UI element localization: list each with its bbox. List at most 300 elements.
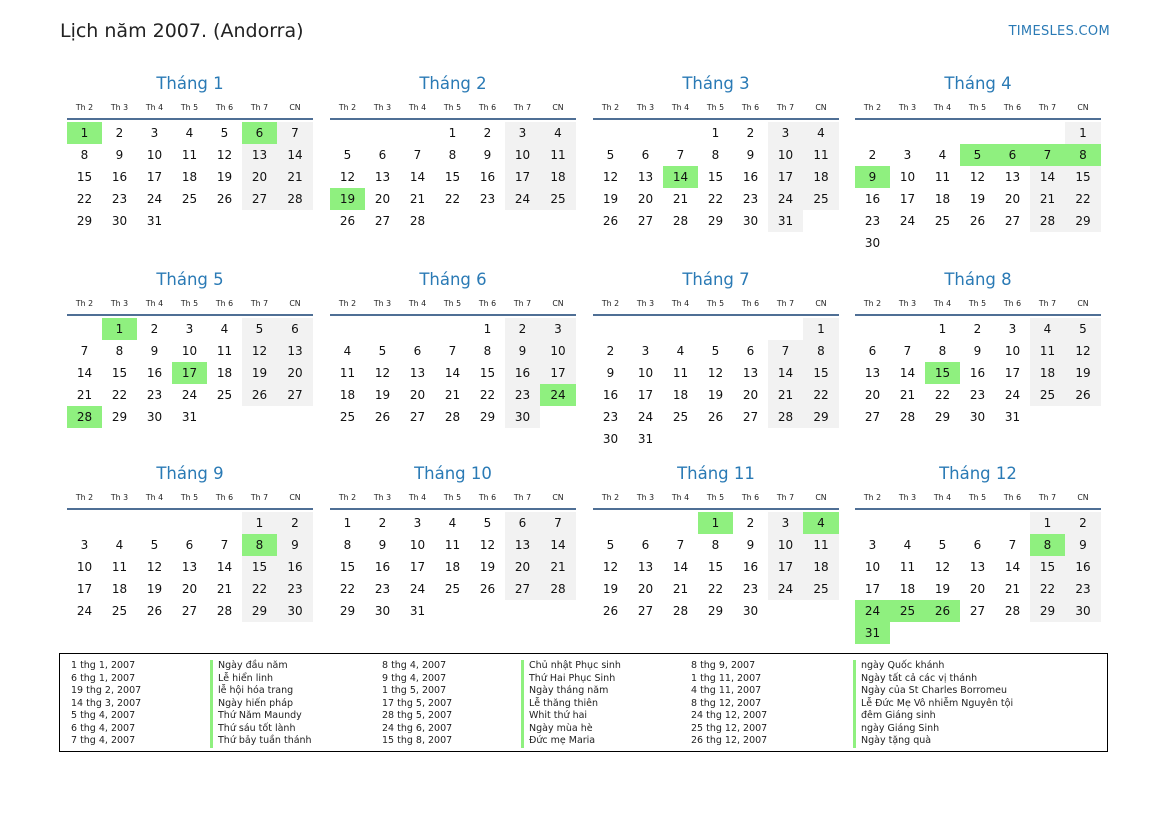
weekday-label: Th 4 <box>933 103 952 112</box>
day-cell: 18 <box>803 166 839 188</box>
day-cell: 29 <box>707 214 724 228</box>
empty-cell <box>365 318 400 340</box>
holiday-day-cell: 5 <box>960 144 995 166</box>
site-link[interactable]: TIMESLES.COM <box>1008 24 1110 39</box>
weekday-label: Th 5 <box>443 493 462 502</box>
holiday-day-cell: 8 <box>242 534 277 556</box>
day-cell: 25 <box>339 410 356 424</box>
day-cell: 16 <box>146 366 163 380</box>
day-cell: 13 <box>242 144 277 166</box>
day-cell: 22 <box>1030 578 1065 600</box>
day-cell: 9 <box>746 148 755 162</box>
day-cell: 7 <box>80 344 89 358</box>
empty-cell <box>67 512 102 534</box>
day-cell: 17 <box>1004 366 1021 380</box>
holiday-legend <box>59 653 1108 752</box>
day-cell: 18 <box>899 582 916 596</box>
day-cell: 29 <box>803 406 839 428</box>
day-cell: 19 <box>146 582 163 596</box>
day-cell: 14 <box>1004 560 1021 574</box>
day-cell: 23 <box>505 384 540 406</box>
day-cell: 14 <box>1030 166 1065 188</box>
legend-date-column <box>691 660 831 748</box>
weekday-label: Th 7 <box>513 299 532 308</box>
weekday-label: CN <box>289 299 301 308</box>
day-cell: 28 <box>444 410 461 424</box>
weekday-label: Th 2 <box>75 103 94 112</box>
weekday-label: Th 5 <box>706 103 725 112</box>
month-title: Tháng 10 <box>414 464 492 483</box>
day-cell: 28 <box>540 578 576 600</box>
day-cell: 4 <box>115 538 124 552</box>
day-cell: 6 <box>505 512 540 534</box>
weekday-label: Th 6 <box>1003 299 1022 308</box>
holiday-name: ngày Giáng Sinh <box>853 723 1013 736</box>
holiday-name: Ngày của St Charles Borromeu <box>853 685 1013 698</box>
holiday-day-cell: 26 <box>925 600 960 622</box>
day-cell: 7 <box>277 122 313 144</box>
day-cell: 30 <box>505 406 540 428</box>
day-cell: 6 <box>641 538 650 552</box>
day-grid <box>593 318 839 450</box>
day-cell: 2 <box>746 516 755 530</box>
day-cell: 16 <box>864 192 881 206</box>
day-cell: 5 <box>711 344 720 358</box>
holiday-name: Ngày đầu năm <box>210 660 312 673</box>
day-cell: 8 <box>343 538 352 552</box>
weekday-label: CN <box>1077 493 1089 502</box>
day-cell: 27 <box>181 604 198 618</box>
weekday-label: Th 5 <box>968 103 987 112</box>
day-cell: 21 <box>1030 188 1065 210</box>
weekday-label: Th 3 <box>636 103 655 112</box>
weekday-label: Th 6 <box>215 103 234 112</box>
day-cell: 3 <box>868 538 877 552</box>
day-cell: 22 <box>707 192 724 206</box>
weekday-label: Th 5 <box>968 493 987 502</box>
day-cell: 29 <box>707 604 724 618</box>
day-cell: 8 <box>711 538 720 552</box>
day-cell: 14 <box>444 366 461 380</box>
day-cell: 6 <box>378 148 387 162</box>
day-cell: 26 <box>602 604 619 618</box>
day-cell: 25 <box>444 582 461 596</box>
day-cell: 29 <box>339 604 356 618</box>
weekday-label: Th 6 <box>1003 103 1022 112</box>
day-cell: 13 <box>181 560 198 574</box>
weekday-header <box>330 294 576 316</box>
weekday-label: Th 6 <box>215 299 234 308</box>
month-block <box>593 72 839 232</box>
day-cell: 15 <box>803 362 839 384</box>
day-cell: 23 <box>1065 578 1101 600</box>
day-cell: 13 <box>1004 170 1021 184</box>
day-cell: 17 <box>864 582 881 596</box>
holiday-day-cell: 6 <box>242 122 277 144</box>
weekday-label: CN <box>289 103 301 112</box>
day-cell: 18 <box>444 560 461 574</box>
weekday-label: Th 2 <box>863 299 882 308</box>
holiday-name: Lễ hiển linh <box>210 673 312 686</box>
day-cell: 21 <box>409 192 426 206</box>
holiday-day-cell: 24 <box>855 600 890 622</box>
day-cell: 2 <box>973 322 982 336</box>
day-cell: 31 <box>1004 410 1021 424</box>
day-cell: 28 <box>1030 210 1065 232</box>
weekday-label: Th 4 <box>408 493 427 502</box>
weekday-label: Th 3 <box>373 299 392 308</box>
day-cell: 30 <box>277 600 313 622</box>
year-calendar-grid <box>67 72 1101 644</box>
holiday-name: Đức mẹ Maria <box>521 735 621 748</box>
day-cell: 18 <box>672 388 689 402</box>
day-cell: 18 <box>181 170 198 184</box>
month-block <box>855 72 1101 254</box>
day-cell: 16 <box>479 170 496 184</box>
day-cell: 19 <box>602 582 619 596</box>
day-cell: 1 <box>803 318 839 340</box>
day-cell: 27 <box>637 214 654 228</box>
day-grid <box>67 122 313 232</box>
empty-cell <box>925 122 960 144</box>
empty-cell <box>995 122 1030 144</box>
day-cell: 25 <box>181 192 198 206</box>
day-grid <box>593 512 839 622</box>
day-cell: 6 <box>973 538 982 552</box>
day-cell: 27 <box>742 410 759 424</box>
weekday-label: Th 6 <box>741 299 760 308</box>
day-cell: 28 <box>216 604 233 618</box>
day-cell: 22 <box>1065 188 1101 210</box>
weekday-label: Th 5 <box>180 493 199 502</box>
day-cell: 1 <box>448 126 457 140</box>
holiday-day-cell: 8 <box>1065 144 1101 166</box>
weekday-label: Th 7 <box>250 493 269 502</box>
day-cell: 7 <box>1008 538 1017 552</box>
day-cell: 30 <box>864 236 881 250</box>
empty-cell <box>995 512 1030 534</box>
day-cell: 20 <box>181 582 198 596</box>
weekday-header <box>67 294 313 316</box>
weekday-label: Th 3 <box>636 493 655 502</box>
day-cell: 21 <box>277 166 313 188</box>
weekday-label: Th 7 <box>250 103 269 112</box>
month-block <box>593 462 839 622</box>
holiday-date: 1 thg 5, 2007 <box>382 685 447 696</box>
day-cell: 26 <box>479 582 496 596</box>
day-cell: 24 <box>409 582 426 596</box>
day-cell: 22 <box>339 582 356 596</box>
day-cell: 9 <box>973 344 982 358</box>
day-cell: 29 <box>1065 210 1101 232</box>
day-cell: 15 <box>444 170 461 184</box>
month-block <box>593 268 839 450</box>
day-cell: 16 <box>969 366 986 380</box>
weekday-header <box>855 488 1101 510</box>
weekday-label: Th 7 <box>250 299 269 308</box>
day-cell: 16 <box>602 388 619 402</box>
day-cell: 11 <box>339 366 356 380</box>
day-cell: 26 <box>339 214 356 228</box>
day-grid <box>330 318 576 428</box>
day-cell: 17 <box>409 560 426 574</box>
day-cell: 4 <box>220 322 229 336</box>
day-cell: 2 <box>150 322 159 336</box>
holiday-day-cell: 24 <box>540 384 576 406</box>
day-cell: 17 <box>637 388 654 402</box>
day-cell: 28 <box>899 410 916 424</box>
day-cell: 10 <box>540 340 576 362</box>
holiday-day-cell: 9 <box>855 166 890 188</box>
day-cell: 8 <box>483 344 492 358</box>
empty-cell <box>102 512 137 534</box>
empty-cell <box>1030 122 1065 144</box>
holiday-name: Thứ Năm Maundy <box>210 710 312 723</box>
day-cell: 20 <box>864 388 881 402</box>
day-cell: 15 <box>339 560 356 574</box>
day-cell: 8 <box>711 148 720 162</box>
day-cell: 6 <box>746 344 755 358</box>
weekday-label: Th 6 <box>478 493 497 502</box>
day-cell: 8 <box>938 344 947 358</box>
day-cell: 1 <box>1030 512 1065 534</box>
empty-cell <box>768 318 803 340</box>
holiday-name: Whit thứ hai <box>521 710 621 723</box>
day-cell: 20 <box>637 582 654 596</box>
day-cell: 24 <box>1004 388 1021 402</box>
day-cell: 10 <box>768 534 803 556</box>
day-cell: 26 <box>146 604 163 618</box>
empty-cell <box>890 318 925 340</box>
weekday-label: Th 4 <box>145 493 164 502</box>
day-cell: 12 <box>146 560 163 574</box>
month-block <box>67 268 313 428</box>
day-cell: 27 <box>1004 214 1021 228</box>
weekday-header <box>330 98 576 120</box>
day-cell: 24 <box>899 214 916 228</box>
day-cell: 18 <box>803 556 839 578</box>
weekday-header <box>855 294 1101 316</box>
day-cell: 25 <box>934 214 951 228</box>
day-cell: 30 <box>1065 600 1101 622</box>
weekday-label: Th 4 <box>671 299 690 308</box>
empty-cell <box>890 512 925 534</box>
empty-cell <box>435 318 470 340</box>
day-cell: 29 <box>479 410 496 424</box>
day-cell: 31 <box>146 214 163 228</box>
day-cell: 9 <box>483 148 492 162</box>
day-cell: 13 <box>374 170 391 184</box>
empty-cell <box>890 122 925 144</box>
holiday-date: 14 thg 3, 2007 <box>71 697 142 709</box>
day-cell: 14 <box>409 170 426 184</box>
day-grid <box>855 318 1101 428</box>
legend-name-column <box>521 660 621 748</box>
day-cell: 30 <box>602 432 619 446</box>
day-grid <box>855 122 1101 254</box>
holiday-date: 26 thg 12, 2007 <box>691 735 768 746</box>
day-cell: 30 <box>969 410 986 424</box>
empty-cell <box>400 122 435 144</box>
holiday-name: Thứ sáu tốt lành <box>210 723 312 736</box>
day-cell: 13 <box>637 170 654 184</box>
day-cell: 12 <box>339 170 356 184</box>
weekday-label: CN <box>552 493 564 502</box>
day-cell: 27 <box>969 604 986 618</box>
day-cell: 25 <box>672 410 689 424</box>
day-cell: 1 <box>711 126 720 140</box>
holiday-date: 19 thg 2, 2007 <box>71 685 142 696</box>
day-cell: 10 <box>899 170 916 184</box>
holiday-name: Ngày tháng năm <box>521 685 621 698</box>
weekday-label: Th 7 <box>1038 103 1057 112</box>
day-cell: 7 <box>220 538 229 552</box>
month-block <box>855 268 1101 428</box>
day-cell: 11 <box>803 534 839 556</box>
day-cell: 5 <box>150 538 159 552</box>
empty-cell <box>593 512 628 534</box>
day-cell: 6 <box>641 148 650 162</box>
weekday-header <box>855 98 1101 120</box>
weekday-label: Th 5 <box>443 103 462 112</box>
empty-cell <box>855 512 890 534</box>
day-cell: 19 <box>216 170 233 184</box>
holiday-day-cell: 19 <box>330 188 365 210</box>
day-cell: 15 <box>479 366 496 380</box>
weekday-label: CN <box>815 299 827 308</box>
day-cell: 23 <box>374 582 391 596</box>
holiday-date: 5 thg 4, 2007 <box>71 710 136 721</box>
weekday-label: Th 3 <box>110 299 129 308</box>
weekday-label: Th 3 <box>373 493 392 502</box>
day-cell: 28 <box>1004 604 1021 618</box>
empty-cell <box>628 512 663 534</box>
weekday-label: Th 3 <box>898 103 917 112</box>
day-cell: 19 <box>479 560 496 574</box>
weekday-label: Th 6 <box>741 103 760 112</box>
day-cell: 21 <box>540 556 576 578</box>
day-cell: 27 <box>374 214 391 228</box>
day-cell: 4 <box>903 538 912 552</box>
month-block <box>330 462 576 622</box>
day-cell: 12 <box>242 340 277 362</box>
day-cell: 23 <box>742 582 759 596</box>
day-cell: 3 <box>505 122 540 144</box>
day-cell: 2 <box>115 126 124 140</box>
day-grid <box>67 318 313 428</box>
day-cell: 15 <box>1065 166 1101 188</box>
day-cell: 22 <box>76 192 93 206</box>
empty-cell <box>960 512 995 534</box>
holiday-date: 17 thg 5, 2007 <box>382 697 453 709</box>
day-cell: 12 <box>216 148 233 162</box>
day-grid <box>330 122 576 232</box>
day-cell: 23 <box>969 388 986 402</box>
holiday-day-cell: 1 <box>67 122 102 144</box>
day-cell: 19 <box>242 362 277 384</box>
legend-name-column <box>210 660 312 748</box>
day-cell: 15 <box>707 170 724 184</box>
day-cell: 9 <box>505 340 540 362</box>
day-cell: 9 <box>746 538 755 552</box>
weekday-label: CN <box>1077 103 1089 112</box>
day-cell: 2 <box>483 126 492 140</box>
day-cell: 23 <box>479 192 496 206</box>
day-cell: 19 <box>374 388 391 402</box>
empty-cell <box>663 122 698 144</box>
day-cell: 29 <box>76 214 93 228</box>
day-cell: 10 <box>181 344 198 358</box>
day-cell: 3 <box>150 126 159 140</box>
day-cell: 11 <box>899 560 916 574</box>
holiday-date: 8 thg 12, 2007 <box>691 697 762 709</box>
day-cell: 29 <box>934 410 951 424</box>
day-cell: 11 <box>1030 340 1065 362</box>
day-cell: 3 <box>641 344 650 358</box>
weekday-label: Th 6 <box>478 103 497 112</box>
holiday-name: Ngày hiến pháp <box>210 698 312 711</box>
day-cell: 19 <box>934 582 951 596</box>
day-cell: 11 <box>216 344 233 358</box>
day-cell: 1 <box>343 516 352 530</box>
day-cell: 17 <box>76 582 93 596</box>
holiday-day-cell: 7 <box>1030 144 1065 166</box>
day-cell: 7 <box>768 340 803 362</box>
day-cell: 7 <box>448 344 457 358</box>
holiday-day-cell: 6 <box>995 144 1030 166</box>
day-cell: 22 <box>934 388 951 402</box>
day-cell: 5 <box>343 148 352 162</box>
day-cell: 4 <box>803 122 839 144</box>
day-cell: 20 <box>374 192 391 206</box>
day-grid <box>593 122 839 232</box>
day-cell: 26 <box>216 192 233 206</box>
month-title: Tháng 7 <box>682 270 750 289</box>
day-cell: 5 <box>220 126 229 140</box>
holiday-name: Lễ Đức Mẹ Vô nhiễm Nguyên tội <box>853 698 1013 711</box>
day-cell: 20 <box>277 362 313 384</box>
weekday-label: Th 7 <box>776 493 795 502</box>
day-cell: 16 <box>1065 556 1101 578</box>
empty-cell <box>330 318 365 340</box>
weekday-label: Th 7 <box>513 493 532 502</box>
day-cell: 6 <box>277 318 313 340</box>
day-cell: 26 <box>374 410 391 424</box>
day-cell: 13 <box>864 366 881 380</box>
day-cell: 2 <box>1065 512 1101 534</box>
day-cell: 18 <box>216 366 233 380</box>
month-title: Tháng 1 <box>156 74 224 93</box>
day-cell: 18 <box>934 192 951 206</box>
weekday-label: Th 3 <box>636 299 655 308</box>
day-cell: 31 <box>409 604 426 618</box>
day-cell: 27 <box>277 384 313 406</box>
holiday-day-cell: 25 <box>890 600 925 622</box>
holiday-name: lễ hội hóa trang <box>210 685 312 698</box>
weekday-label: Th 7 <box>513 103 532 112</box>
day-cell: 15 <box>242 556 277 578</box>
weekday-label: CN <box>289 493 301 502</box>
day-cell: 13 <box>505 534 540 556</box>
day-cell: 11 <box>181 148 198 162</box>
day-cell: 7 <box>676 538 685 552</box>
weekday-label: Th 6 <box>215 493 234 502</box>
day-cell: 23 <box>277 578 313 600</box>
day-cell: 8 <box>115 344 124 358</box>
day-cell: 11 <box>803 144 839 166</box>
month-block <box>330 72 576 232</box>
day-cell: 12 <box>934 560 951 574</box>
